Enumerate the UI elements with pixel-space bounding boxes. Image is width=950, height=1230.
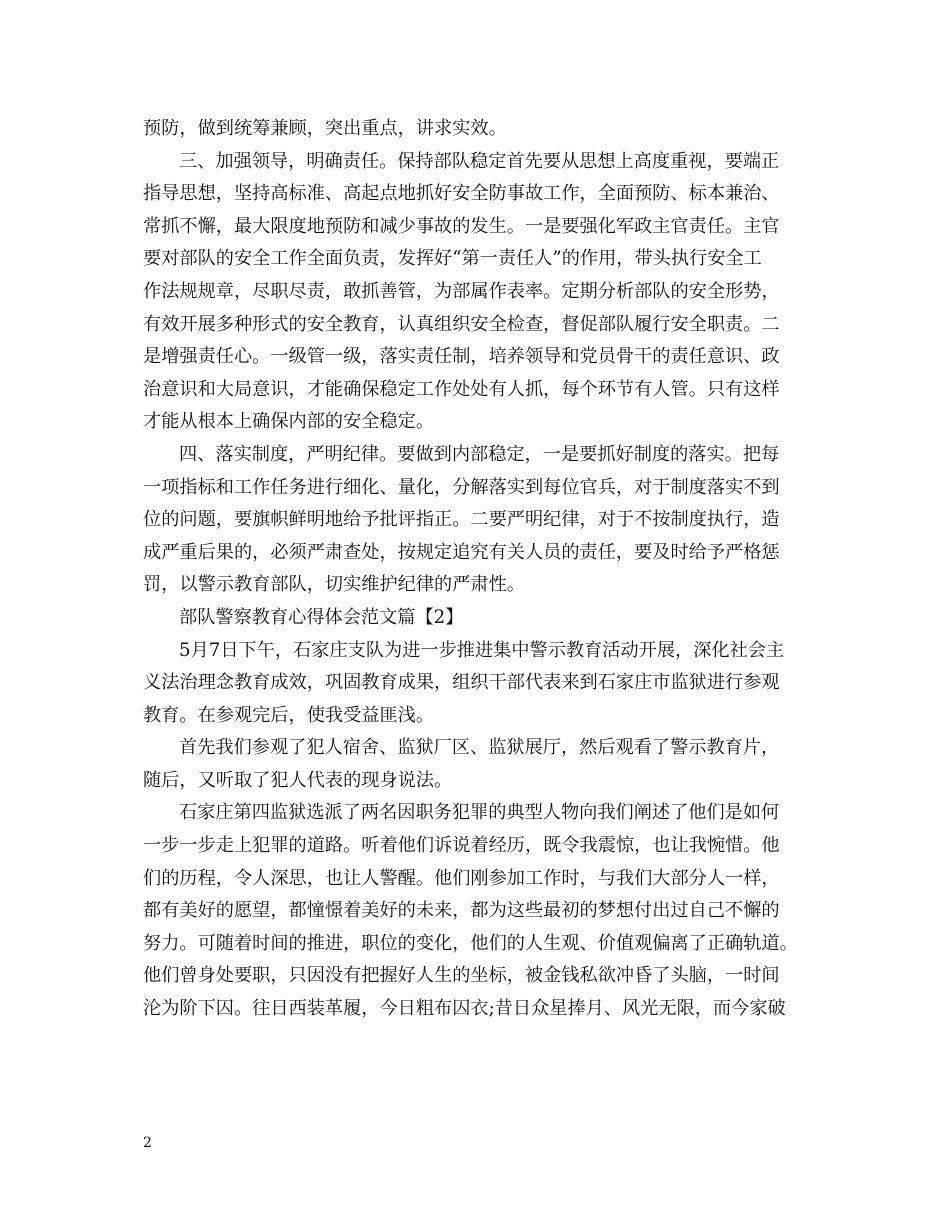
- text-line: 随后，又听取了犯人代表的现身说法。: [143, 769, 453, 791]
- text-line: 成严重后果的，必须严肃查处，按规定追究有关人员的责任，要及时给予严格惩: [143, 541, 780, 563]
- text-line: 才能从根本上确保内部的安全稳定。: [143, 411, 435, 433]
- text-line: 预防，做到统筹兼顾，突出重点，讲求实效。: [143, 118, 507, 139]
- text-line: 位的问题，要旗帜鲜明地给予批评指正。二要严明纪律，对于不按制度执行，造: [143, 509, 780, 531]
- text-line: 5月7日下午，石家庄支队为进一步推进集中警示教育活动开展，深化社会主: [179, 639, 785, 661]
- text-line: 罚，以警示教育部队，切实维护纪律的严肃性。: [143, 574, 525, 596]
- text-line: 部队警察教育心得体会范文篇【2】: [179, 606, 464, 628]
- text-line: 常抓不懈，最大限度地预防和减少事故的发生。一是要强化军政主官责任。主官: [143, 215, 780, 237]
- text-line: 一步一步走上犯罪的道路。听着他们诉说着经历，既令我震惊，也让我惋惜。他: [143, 835, 780, 857]
- document-body: [143, 113, 823, 1026]
- text-line: 三、加强领导，明确责任。保持部队稳定首先要从思想上高度重视，要端正: [179, 150, 780, 172]
- text-line: 他们曾身处要职，只因没有把握好人生的坐标，被金钱私欲冲昏了头脑，一时间: [143, 965, 780, 987]
- text-line: 是增强责任心。一级管一级，落实责任制，培养领导和党员骨干的责任意识、政: [143, 346, 780, 368]
- text-line: 四、落实制度，严明纪律。要做到内部稳定，一是要抓好制度的落实。把每: [179, 443, 780, 465]
- text-line: 作法规规章，尽职尽责，敢抓善管，为部属作表率。定期分析部队的安全形势，: [143, 280, 780, 302]
- text-line: 沦为阶下囚。往日西装革履，今日粗布囚衣;昔日众星捧月、风光无限，而今家破: [143, 998, 786, 1020]
- text-line: 都有美好的愿望，都憧憬着美好的未来，都为这些最初的梦想付出过自己不懈的: [143, 900, 780, 922]
- text-line: 指导思想，坚持高标准、高起点地抓好安全防事故工作，全面预防、标本兼治、: [143, 183, 780, 205]
- text-line: 一项指标和工作任务进行细化、量化，分解落实到每位官兵，对于制度落实不到: [143, 476, 780, 498]
- text-line: 有效开展多种形式的安全教育，认真组织安全检查，督促部队履行安全职责。二: [143, 313, 780, 335]
- text-line: 石家庄第四监狱选派了两名因职务犯罪的典型人物向我们阐述了他们是如何: [179, 802, 780, 824]
- text-line: 首先我们参观了犯人宿舍、监狱厂区、监狱展厅，然后观看了警示教育片，: [179, 737, 780, 759]
- text-line: 努力。可随着时间的推进，职位的变化，他们的人生观、价值观偏离了正确轨道。: [143, 932, 798, 954]
- text-line: 要对部队的安全工作全面负责，发挥好“第一责任人”的作用，带头执行安全工: [143, 248, 762, 270]
- text-line: 们的历程，令人深思，也让人警醒。他们刚参加工作时，与我们大部分人一样，: [143, 867, 780, 889]
- text-line: 治意识和大局意识，才能确保稳定工作处处有人抓，每个环节有人管。只有这样: [143, 378, 780, 400]
- text-line: 教育。在参观完后，使我受益匪浅。: [143, 704, 435, 726]
- page-number: 2: [143, 1135, 152, 1151]
- text-line: 义法治理念教育成效，巩固教育成果，组织干部代表来到石家庄市监狱进行参观: [143, 672, 780, 694]
